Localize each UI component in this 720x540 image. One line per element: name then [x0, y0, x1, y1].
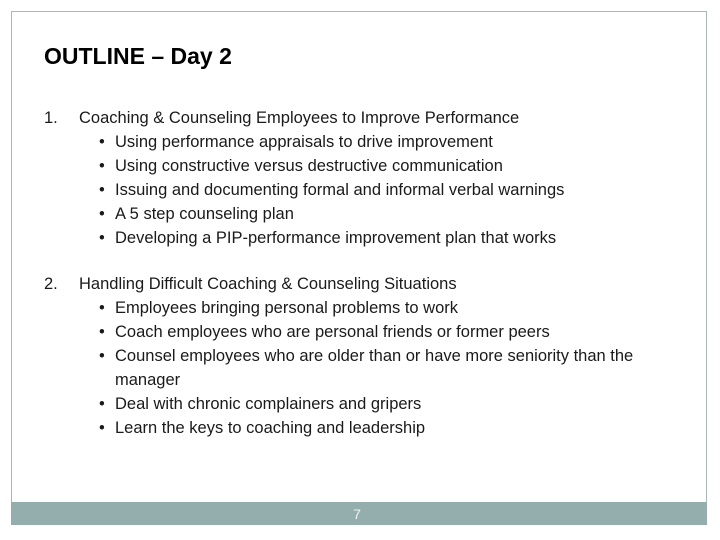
- bullet-item: [44, 178, 684, 202]
- bullet-item: [44, 416, 684, 440]
- bullet-item: [44, 320, 684, 344]
- section-number: 1.: [44, 109, 58, 127]
- bullet-glyph: •: [99, 323, 105, 341]
- bullet-list: [44, 130, 684, 250]
- bullet-text: A 5 step counseling plan: [115, 205, 294, 223]
- bullet-text: Using constructive versus destructive communication: [115, 157, 503, 175]
- outline-section-1: [44, 106, 684, 250]
- bullet-glyph: •: [99, 157, 105, 175]
- bullet-text: Deal with chronic complainers and gripers: [115, 395, 422, 413]
- bullet-glyph: •: [99, 133, 105, 151]
- bullet-item: [44, 226, 684, 250]
- bullet-text: Employees bringing personal problems to work: [115, 299, 459, 317]
- section-heading-row: [44, 106, 684, 130]
- bullet-glyph: •: [99, 395, 105, 413]
- bullet-glyph: •: [99, 347, 105, 365]
- section-heading: Handling Difficult Coaching & Counseling Situations: [79, 275, 457, 293]
- bullet-text: Developing a PIP-performance improvement plan that works: [115, 229, 557, 247]
- bullet-item: [44, 130, 684, 154]
- section-heading-row: [44, 272, 684, 296]
- outline-section-2: [44, 272, 684, 440]
- section-number: 2.: [44, 275, 58, 293]
- bullet-text: Counsel employees who are older than or have more seniority than the manager: [115, 347, 634, 389]
- bullet-text: Coach employees who are personal friends or former peers: [115, 323, 550, 341]
- outline-list: [44, 106, 684, 462]
- bullet-text: Using performance appraisals to drive improvement: [115, 133, 493, 151]
- bullet-glyph: •: [99, 229, 105, 247]
- bullet-glyph: •: [99, 299, 105, 317]
- bullet-list: [44, 296, 684, 440]
- slide-title: OUTLINE – Day 2: [44, 43, 232, 69]
- page-number: 7: [353, 506, 361, 522]
- bullet-text: Learn the keys to coaching and leadership: [115, 419, 426, 437]
- bullet-item: [44, 202, 684, 226]
- bullet-item: [44, 296, 684, 320]
- bullet-glyph: •: [99, 181, 105, 199]
- bullet-item: [44, 344, 684, 392]
- bullet-glyph: •: [99, 205, 105, 223]
- bullet-item: [44, 392, 684, 416]
- bullet-text: Issuing and documenting formal and informal verbal warnings: [115, 181, 565, 199]
- section-heading: Coaching & Counseling Employees to Improve Performance: [79, 109, 520, 127]
- bullet-item: [44, 154, 684, 178]
- bullet-glyph: •: [99, 419, 105, 437]
